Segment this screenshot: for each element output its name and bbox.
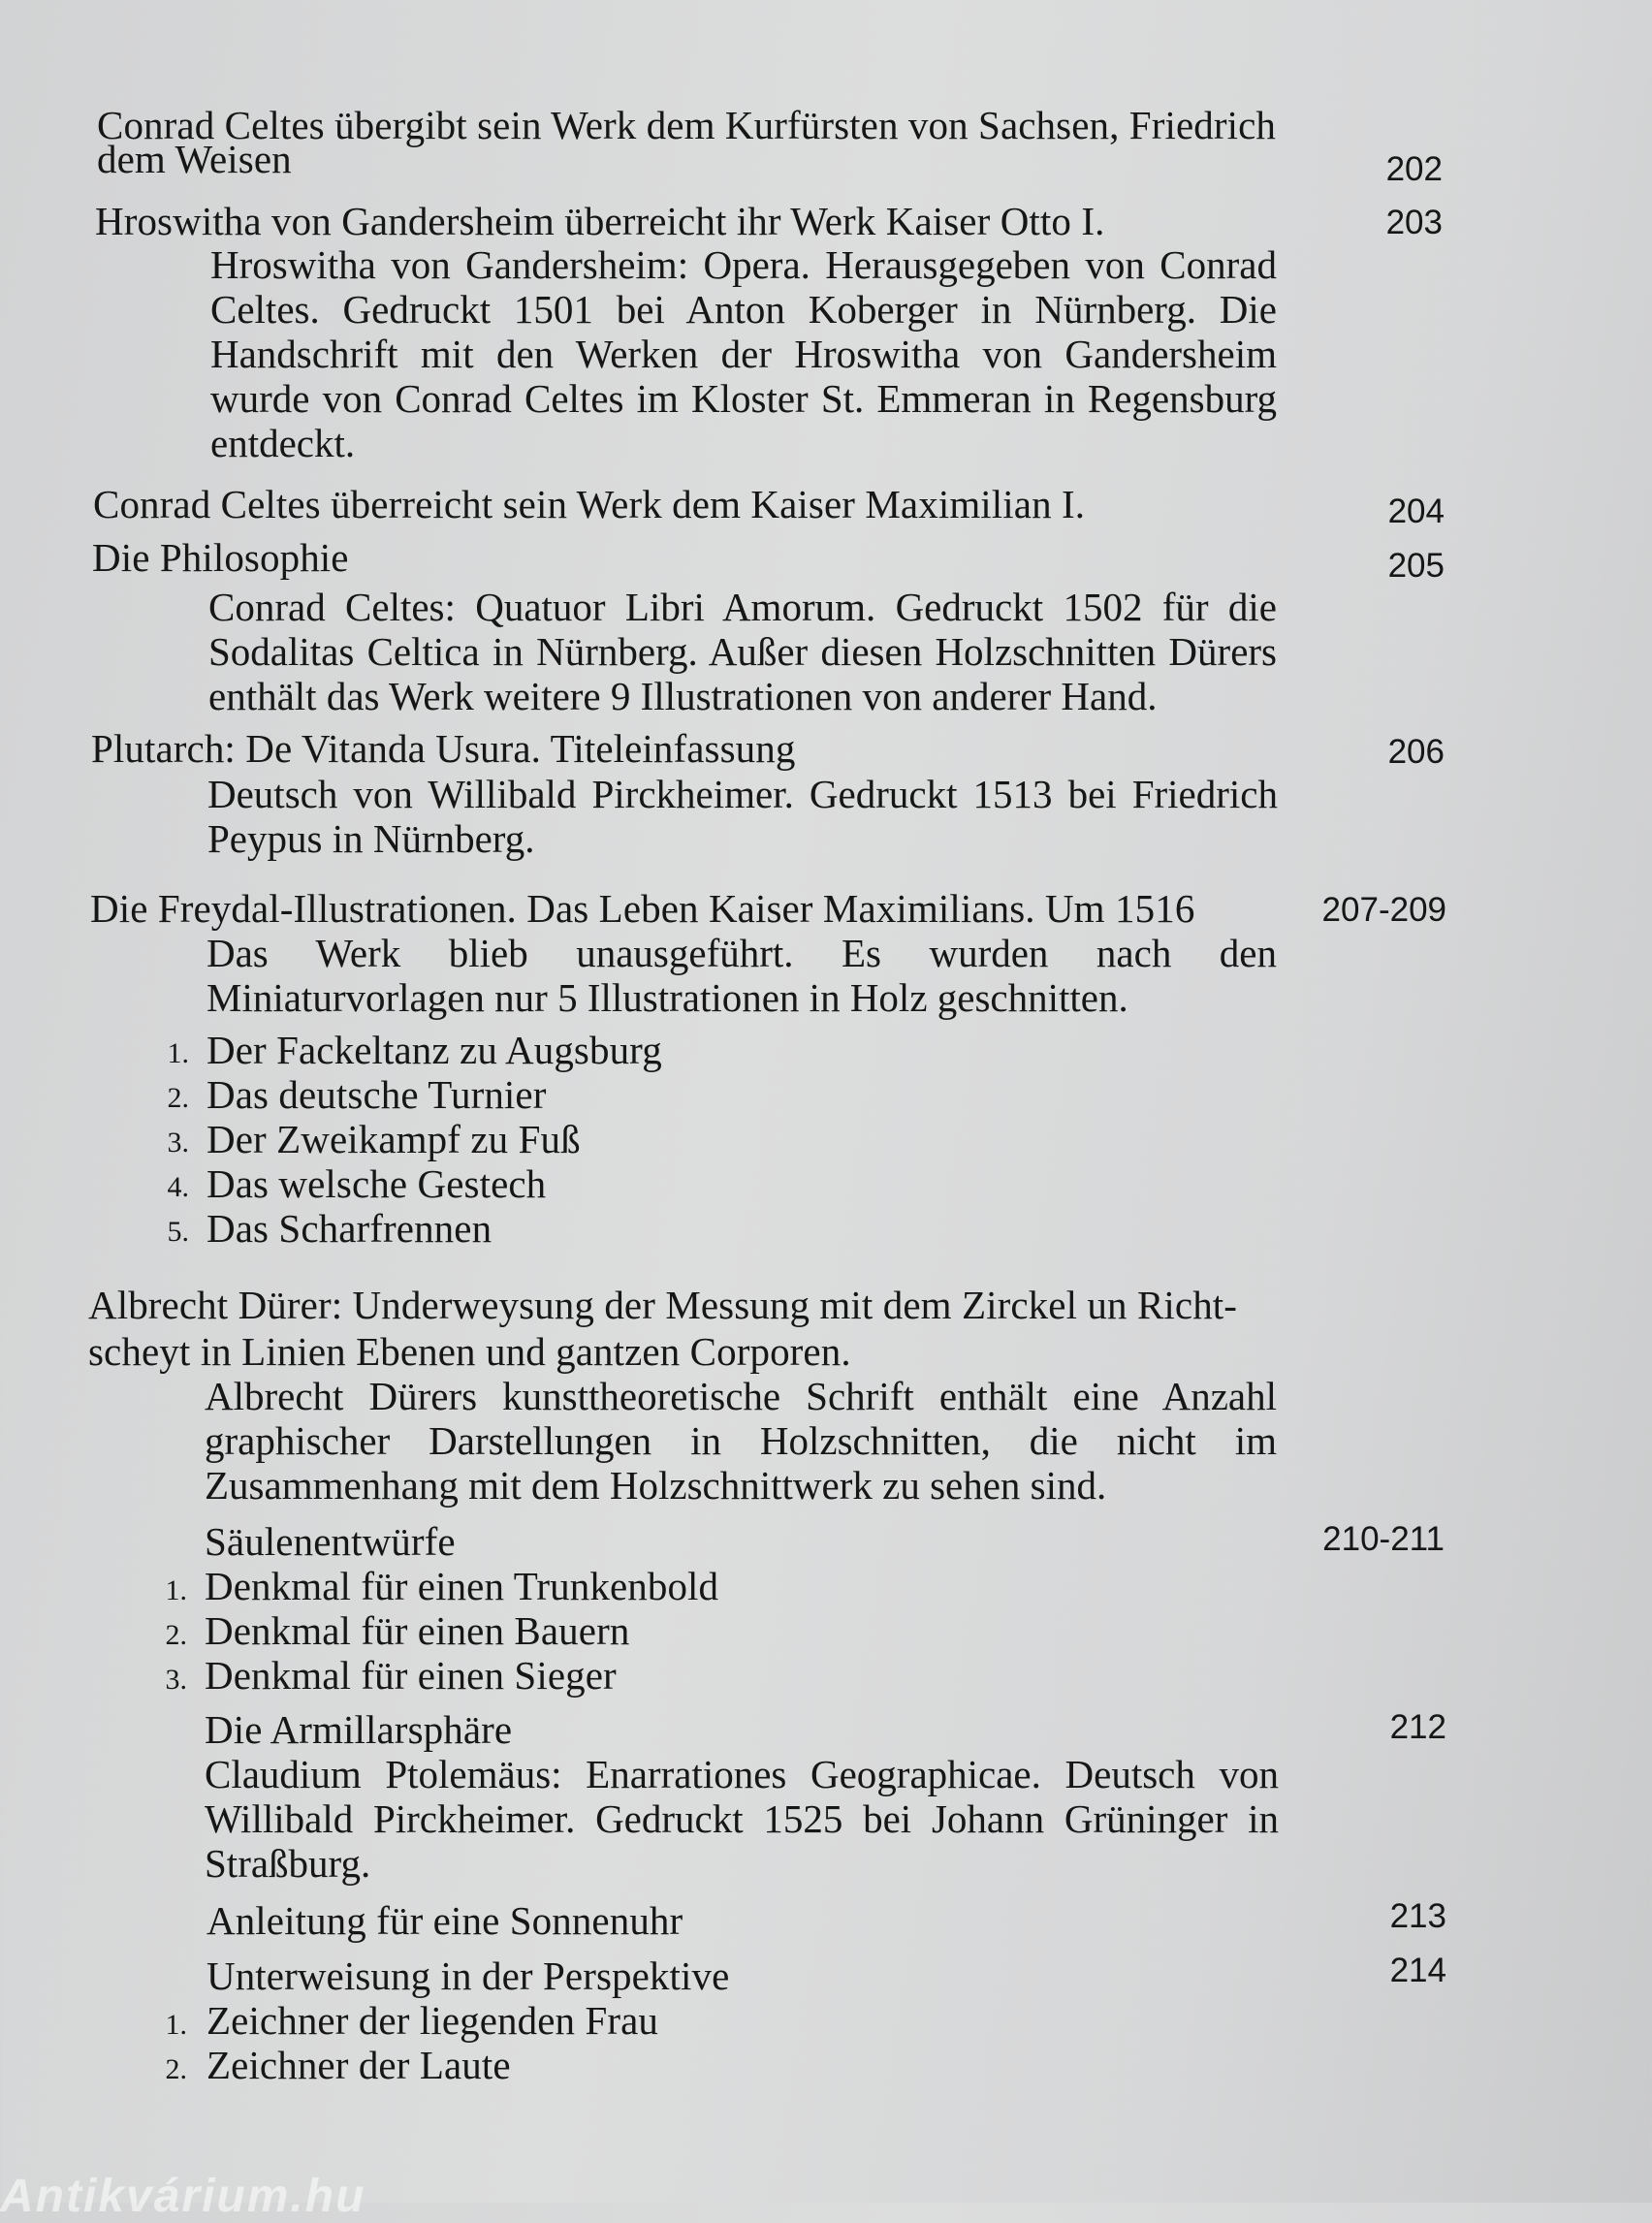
entry-title: Unterweisung in der Perspektive [206, 1953, 730, 1998]
list-number: 3. [167, 1127, 189, 1159]
list-number: 1. [165, 2009, 187, 2041]
list-number: 2. [165, 1619, 187, 1651]
page-number: 202 [1385, 150, 1443, 188]
entry-title: Conrad Celtes überreicht sein Werk dem Kaiser Maximilian I. [93, 482, 1086, 526]
entry-title-line: scheyt in Linien Ebenen und gantzen Corporen. [88, 1329, 851, 1374]
list-item: Das deutsche Turnier [206, 1072, 547, 1117]
page-number: 206 [1387, 733, 1445, 771]
entry-title: Die Armillarsphäre [205, 1707, 513, 1752]
list-item: Das Scharfrennen [206, 1206, 492, 1251]
page-number: 210-211 [1322, 1520, 1445, 1558]
list-item: Der Fackeltanz zu Augsburg [206, 1028, 662, 1072]
list-item: Zeichner der Laute [206, 2043, 511, 2087]
entry-note: Albrecht Dürers kunsttheoretische Schrift enthält eine Anzahl graphischer Darstellungen in Holzschnitten, die nicht im Zusammenhang mit dem Holzschnittwerk zu sehen sind. [205, 1374, 1277, 1508]
list-number: 1. [167, 1037, 189, 1069]
list-number: 2. [165, 2053, 187, 2085]
list-item: Denkmal für einen Sieger [205, 1653, 617, 1698]
entry-note: Das Werk blieb unausgeführt. Es wurden nach den Miniaturvorlagen nur 5 Illustrationen in Holz geschnitten. [206, 931, 1277, 1020]
entry-title-line: Albrecht Dürer: Underweysung der Messung mit dem Zirckel un Richt- [88, 1283, 1238, 1327]
entry-title: Die Freydal-Illustrationen. Das Leben Kaiser Maximilians. Um 1516 [90, 886, 1195, 931]
page-number: 213 [1389, 1897, 1446, 1935]
list-item: Zeichner der liegenden Frau [206, 1998, 659, 2043]
list-number: 2. [167, 1082, 189, 1114]
list-number: 5. [167, 1216, 189, 1248]
list-item: Denkmal für einen Bauern [205, 1608, 630, 1653]
entry-title: Die Philosophie [92, 535, 349, 580]
page-number: 212 [1389, 1708, 1446, 1746]
entry-note: Hroswitha von Gandersheim: Opera. Herausgegeben von Conrad Celtes. Gedruckt 1501 bei Anton Koberger in Nürnberg. Die Handschrift mit den Werken der Hroswitha von Gandersheim wurde von Conrad Celtes im Kloster St. Emmeran in Regensburg entdeckt. [210, 242, 1277, 465]
list-item: Denkmal für einen Trunkenbold [205, 1564, 719, 1608]
entry-note: Conrad Celtes: Quatuor Libri Amorum. Gedruckt 1502 für die Sodalitas Celtica in Nürnberg. Außer diesen Holzschnitten Dürers enthält das Werk weitere 9 Illustrationen von anderer Hand. [208, 585, 1277, 718]
entry-title-line: dem Weisen [97, 137, 292, 181]
entry-title-line: Conrad Celtes übergibt sein Werk dem Kurfürsten von Sachsen, Friedrich [97, 103, 1276, 147]
page-number: 207-209 [1321, 891, 1446, 929]
watermark: Antikvárium.hu [0, 2171, 366, 2222]
page-number: 205 [1387, 547, 1445, 585]
entry-title: Säulenentwürfe [205, 1519, 456, 1564]
list-number: 3. [165, 1664, 187, 1696]
entry-note: Claudium Ptolemäus: Enarrationes Geographicae. Deutsch von Willibald Pirckheimer. Gedruckt 1525 bei Johann Grüninger in Straßburg. [205, 1752, 1279, 1886]
page-number: 214 [1389, 1952, 1446, 1989]
page-number: 204 [1387, 492, 1445, 530]
list-number: 4. [167, 1171, 189, 1203]
list-number: 1. [165, 1574, 187, 1606]
entry-title: Plutarch: De Vitanda Usura. Titeleinfassung [91, 726, 796, 771]
entry-title: Hroswitha von Gandersheim überreicht ihr Werk Kaiser Otto I. [95, 199, 1105, 243]
entry-title: Anleitung für eine Sonnenuhr [206, 1898, 683, 1943]
list-item: Der Zweikampf zu Fuß [206, 1117, 581, 1161]
entry-note: Deutsch von Willibald Pirckheimer. Gedruckt 1513 bei Friedrich Peypus in Nürnberg. [207, 772, 1278, 861]
page-number: 203 [1385, 204, 1443, 241]
list-item: Das welsche Gestech [206, 1161, 547, 1206]
